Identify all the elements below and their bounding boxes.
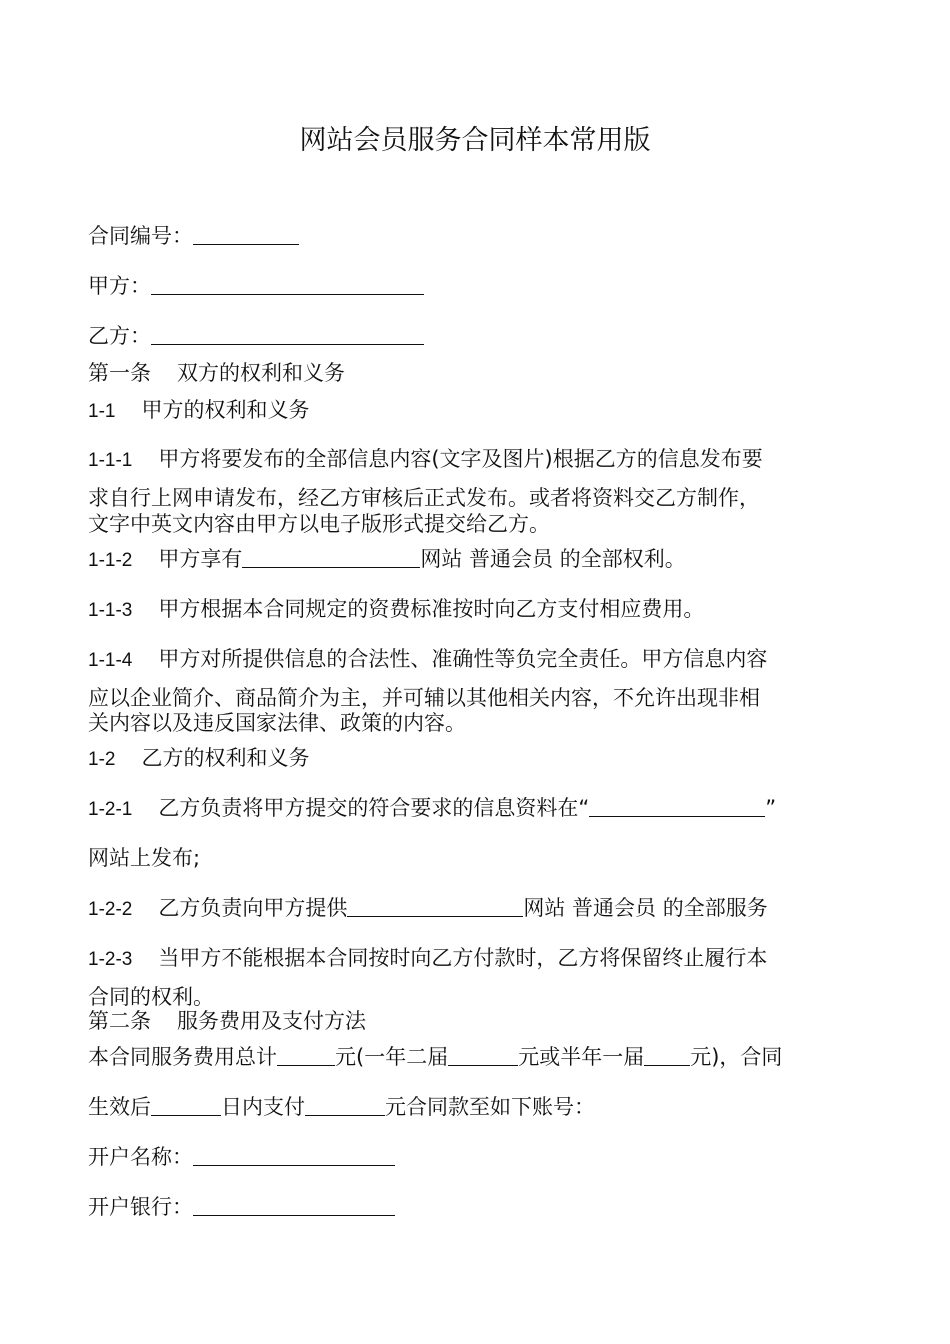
clause-1-1-1-line-3: 文字中英文内容由甲方以电子版形式提交给乙方。 [88, 512, 550, 536]
section-1-1-number: 1-1 [88, 401, 116, 422]
payment-line [88, 1094, 595, 1120]
party-b-line [88, 323, 424, 349]
party-a-line [88, 273, 424, 299]
clause-1-2-1-number: 1-2-1 [88, 799, 133, 820]
article-2-title: 服务费用及支付方法 [177, 1009, 366, 1033]
clause-1-2-3-line-2: 合同的权利。 [88, 985, 214, 1009]
payment-amount-blank [305, 1095, 385, 1116]
fee-text-d: 元)，合同 [690, 1045, 783, 1069]
clause-1-2-2-number: 1-2-2 [88, 899, 133, 920]
clause-1-2-2-text-pre: 乙方负责向甲方提供 [158, 896, 348, 920]
clause-1-2-3-number: 1-2-3 [88, 949, 133, 970]
fee-annual-blank [448, 1045, 518, 1066]
clause-1-1-1-text-1: 甲方将要发布的全部信息内容(文字及图片)根据乙方的信息发布要 [158, 447, 763, 471]
section-1-1-heading [88, 397, 309, 425]
account-name-blank [193, 1145, 395, 1166]
contract-number-label: 合同编号： [88, 224, 193, 248]
clause-1-2-3-line-1 [88, 945, 767, 973]
section-1-2-title: 乙方的权利和义务 [141, 746, 310, 770]
bank-blank [193, 1195, 395, 1216]
clause-1-1-3 [88, 596, 704, 624]
clause-1-1-2-blank [242, 547, 420, 568]
clause-1-2-1-text-post: ” [765, 796, 777, 820]
clause-1-1-2-number: 1-1-2 [88, 550, 133, 571]
payment-text-c: 元合同款至如下账号： [385, 1095, 595, 1119]
party-a-label: 甲方： [88, 274, 151, 298]
fee-text-b: 元(一年二届 [335, 1045, 449, 1069]
party-a-blank [151, 274, 424, 295]
fee-line [88, 1044, 782, 1070]
contract-number-line [88, 223, 299, 249]
fee-half-year-blank [644, 1045, 690, 1066]
clause-1-2-2-text-post: 网站 普通会员 的全部服务 [523, 896, 768, 920]
clause-1-2-1-line-1 [88, 795, 776, 823]
bank-label: 开户银行： [88, 1195, 193, 1219]
clause-1-1-2-text-post: 网站 普通会员 的全部权利。 [420, 547, 686, 571]
clause-1-1-4-text-1: 甲方对所提供信息的合法性、准确性等负完全责任。甲方信息内容 [158, 647, 768, 671]
payment-text-a: 生效后 [88, 1095, 151, 1119]
party-b-label: 乙方： [88, 324, 151, 348]
section-1-1-title: 甲方的权利和义务 [141, 398, 310, 422]
fee-text-a: 本合同服务费用总计 [88, 1045, 277, 1069]
clause-1-2-2 [88, 895, 768, 923]
article-2-heading [88, 1008, 366, 1034]
clause-1-1-1-number: 1-1-1 [88, 450, 133, 471]
clause-1-1-4-line-2: 应以企业简介、商品简介为主，并可辅以其他相关内容，不允许出现非相 [88, 686, 760, 710]
account-name-label: 开户名称： [88, 1145, 193, 1169]
clause-1-1-2 [88, 546, 686, 574]
clause-1-2-1-blank [589, 796, 765, 817]
clause-1-1-2-text-pre: 甲方享有 [158, 547, 243, 571]
document-title: 网站会员服务合同样本常用版 [299, 125, 651, 156]
clause-1-1-1-line-1 [88, 446, 763, 474]
clause-1-2-3-text-1: 当甲方不能根据本合同按时向乙方付款时，乙方将保留终止履行本 [158, 946, 768, 970]
clause-1-2-1-text-pre: 乙方负责将甲方提交的符合要求的信息资料在“ [158, 796, 590, 820]
clause-1-2-1-line-2: 网站上发布; [88, 846, 201, 870]
payment-days-blank [151, 1095, 221, 1116]
clause-1-1-4-line-1 [88, 646, 767, 674]
section-1-2-number: 1-2 [88, 749, 116, 770]
article-1-heading [88, 360, 345, 386]
clause-1-1-1-line-2: 求自行上网申请发布，经乙方审核后正式发布。或者将资料交乙方制作， [88, 486, 760, 510]
payment-text-b: 日内支付 [221, 1095, 305, 1119]
article-1-number: 第一条 [88, 361, 151, 385]
fee-total-blank [277, 1045, 335, 1066]
article-2-number: 第二条 [88, 1009, 151, 1033]
article-1-title: 双方的权利和义务 [177, 361, 345, 385]
clause-1-1-4-line-3: 关内容以及违反国家法律、政策的内容。 [88, 711, 466, 735]
party-b-blank [151, 324, 424, 345]
bank-line [88, 1194, 395, 1220]
contract-number-blank [193, 224, 299, 245]
fee-text-c: 元或半年一届 [518, 1045, 645, 1069]
clause-1-1-3-number: 1-1-3 [88, 600, 133, 621]
clause-1-1-3-text: 甲方根据本合同规定的资费标准按时向乙方支付相应费用。 [158, 597, 705, 621]
section-1-2-heading [88, 745, 309, 773]
clause-1-1-4-number: 1-1-4 [88, 650, 133, 671]
clause-1-2-2-blank [347, 896, 523, 917]
account-name-line [88, 1144, 395, 1170]
